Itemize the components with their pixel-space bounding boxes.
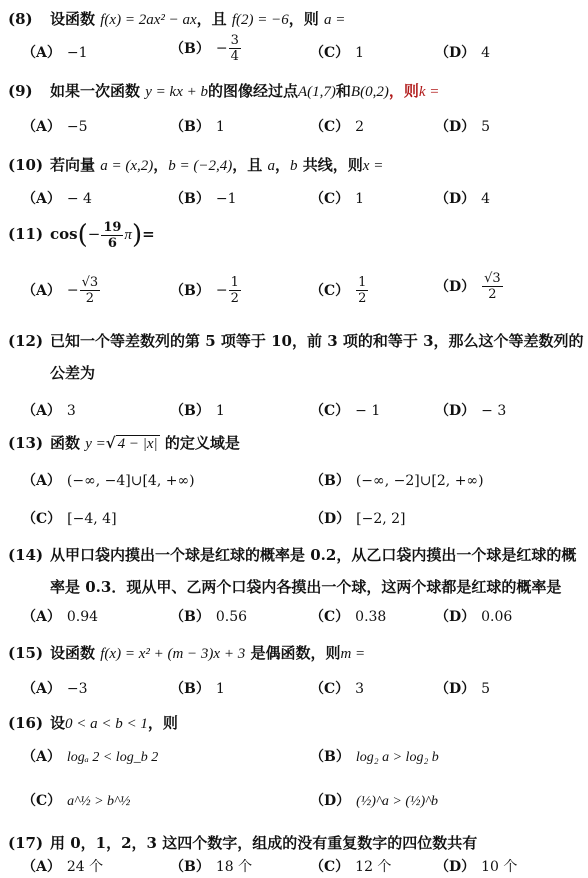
option-a[interactable] (22, 746, 158, 766)
numerator: 3 (230, 33, 239, 48)
option-text: 1 (215, 403, 225, 419)
stem-text: 已知一个等差数列的第 5 项等于 10，前 3 项的和等于 3，那么这个等差数列的 (50, 332, 584, 350)
question-15-stem (8, 642, 365, 663)
option-label: （A） (22, 473, 61, 489)
option-label: （C） (310, 609, 350, 625)
option-d[interactable] (435, 272, 504, 301)
stem-math: x = (362, 158, 384, 174)
stem-math: a = (x,2) (100, 158, 154, 174)
option-a[interactable] (22, 678, 88, 698)
option-text: − 1 (355, 403, 381, 419)
option-text: a^½ > b^½ (67, 794, 131, 809)
numerator: 1 (358, 275, 367, 290)
option-text: − (215, 40, 228, 57)
question-10-stem (8, 154, 383, 175)
option-label: （A） (22, 403, 61, 419)
option-label: （B） (170, 609, 210, 625)
question-16-stem (8, 712, 178, 733)
option-label: （D） (435, 191, 476, 207)
option-label: （D） (435, 278, 476, 295)
question-13-stem (8, 432, 240, 453)
option-text: 1 (355, 191, 365, 207)
option-text: 0.94 (66, 609, 99, 625)
option-label: （D） (435, 859, 476, 875)
option-label: （A） (22, 681, 61, 697)
stem-math: cos (50, 225, 78, 243)
option-text: logₐ 2 < log_b 2 (66, 750, 159, 765)
question-number: (9) (8, 82, 33, 100)
option-label: （D） (435, 609, 476, 625)
sqrt-expression: √ 4 − |x| (105, 434, 158, 452)
option-b[interactable] (170, 400, 225, 420)
option-d[interactable] (435, 116, 490, 136)
option-b[interactable] (170, 856, 252, 876)
radicand: 4 − |x| (117, 436, 158, 452)
numerator: √3 (81, 275, 99, 290)
option-text: 1 (355, 45, 365, 61)
option-text: 4 (481, 45, 491, 61)
option-text: −3 (66, 681, 88, 697)
question-17-stem (8, 832, 477, 853)
stem-text: 函数 (50, 434, 81, 452)
option-label: （B） (170, 681, 210, 697)
option-label: （D） (310, 511, 351, 527)
stem-text: ，则 (388, 82, 419, 100)
stem-math: b (290, 158, 298, 174)
denominator: 4 (230, 49, 239, 64)
stem-text: 设 (50, 714, 66, 732)
option-c[interactable] (310, 856, 391, 876)
option-d[interactable] (435, 400, 506, 420)
stem-math: a (267, 158, 276, 174)
option-label: （C） (310, 282, 350, 299)
option-label: （D） (435, 119, 476, 135)
option-label: （B） (170, 859, 210, 875)
option-label: （A） (22, 191, 61, 207)
denominator: 6 (107, 235, 117, 251)
stem-text: ，且 (196, 10, 227, 28)
question-11-stem (8, 220, 155, 250)
option-text: 1 (215, 119, 225, 135)
stem-text: 是偶函数，则 (250, 644, 341, 662)
stem-text: 若向量 (50, 156, 96, 174)
stem-text: 公差为 (50, 364, 96, 382)
option-a[interactable] (22, 856, 103, 876)
stem-math: m = (340, 646, 366, 662)
stem-text: 设函数 (50, 644, 96, 662)
option-label: （C） (310, 119, 350, 135)
option-fraction (356, 276, 368, 305)
option-label: （A） (22, 45, 61, 61)
question-9-stem (8, 80, 439, 101)
question-12-stem-line2 (50, 362, 95, 383)
option-a[interactable] (22, 116, 88, 136)
option-text: [−4, 4] (67, 511, 117, 527)
option-b[interactable] (310, 746, 439, 766)
stem-text: ， (153, 156, 169, 174)
option-a[interactable] (22, 400, 76, 420)
option-text: 4 (481, 191, 491, 207)
option-text: [−2, 2] (356, 511, 406, 527)
option-label: （C） (310, 859, 350, 875)
option-text: 3 (355, 681, 365, 697)
stem-math: k = (418, 84, 440, 100)
option-label: （C） (310, 45, 350, 61)
question-8-stem (8, 8, 345, 29)
option-text: − (66, 282, 79, 299)
option-label: （B） (170, 403, 210, 419)
stem-math: A(1,7) (297, 84, 336, 100)
option-text: (−∞, −4]∪[4, +∞) (66, 473, 195, 489)
stem-text: 共线，则 (302, 156, 363, 174)
denominator: 2 (230, 291, 239, 306)
option-c[interactable] (22, 508, 117, 528)
option-d[interactable] (435, 856, 517, 876)
option-text: −1 (215, 191, 237, 207)
stem-math: y = (85, 436, 106, 452)
question-number: (17) (8, 834, 44, 852)
question-number: (15) (8, 644, 44, 662)
option-c[interactable] (310, 678, 364, 698)
option-b[interactable] (170, 188, 236, 208)
stem-math: B(0,2) (350, 84, 389, 100)
question-number: (11) (8, 225, 44, 243)
stem-text: 和 (335, 82, 351, 100)
numerator: 19 (103, 219, 122, 235)
option-label: （A） (22, 282, 61, 299)
minus-sign: − (87, 225, 101, 243)
option-c[interactable] (310, 188, 364, 208)
option-text: 24 个 (66, 859, 104, 875)
option-c[interactable] (310, 400, 380, 420)
stem-text: 率是 0.3．现从甲、乙两个口袋内各摸出一个球，这两个球都是红球的概率是 (50, 578, 562, 596)
option-text: −5 (66, 119, 88, 135)
option-text: 12 个 (355, 859, 392, 875)
option-label: （D） (435, 403, 476, 419)
option-label: （D） (435, 681, 476, 697)
option-text: −1 (66, 45, 88, 61)
option-text: − (215, 282, 228, 299)
question-14-stem (8, 544, 576, 565)
option-label: （B） (170, 119, 210, 135)
option-text: 5 (481, 119, 491, 135)
stem-text: 从甲口袋内摸出一个球是红球的概率是 0.2，从乙口袋内摸出一个球是红球的概 (50, 546, 577, 564)
stem-math: f(x) = 2ax² − ax (100, 12, 197, 28)
option-b[interactable] (170, 34, 242, 63)
stem-math: 0 < a < b < 1 (65, 716, 148, 732)
option-text: (−∞, −2]∪[2, +∞) (355, 473, 484, 489)
option-label: （B） (170, 40, 210, 57)
stem-text: ， (275, 156, 291, 174)
numerator: √3 (484, 271, 501, 286)
option-c[interactable] (310, 116, 364, 136)
option-d[interactable] (435, 42, 490, 62)
option-a[interactable] (22, 606, 98, 626)
option-text: 0.38 (355, 609, 387, 625)
option-text: 3 (66, 403, 76, 419)
option-fraction (229, 34, 241, 63)
paren-open: ( (77, 220, 88, 250)
option-d[interactable] (435, 678, 490, 698)
option-label: （C） (310, 681, 350, 697)
stem-math: y = kx + b (145, 84, 208, 100)
option-c[interactable] (310, 276, 369, 305)
stem-math: b = (−2,4) (168, 158, 233, 174)
option-c[interactable] (310, 606, 386, 626)
option-label: （C） (22, 793, 62, 809)
question-number: (14) (8, 546, 44, 564)
option-b[interactable] (170, 678, 225, 698)
option-d[interactable] (310, 790, 438, 810)
option-fraction (229, 276, 241, 305)
question-12-stem (8, 330, 584, 351)
numerator: 1 (230, 275, 239, 290)
question-number: (8) (8, 10, 33, 28)
question-number: (16) (8, 714, 44, 732)
option-label: （B） (170, 191, 210, 207)
option-label: （A） (22, 859, 61, 875)
stem-math: f(x) = x² + (m − 3)x + 3 (100, 646, 246, 662)
question-14-stem-line2 (50, 576, 561, 597)
equals-sign: = (142, 225, 155, 243)
stem-text: 用 0，1，2，3 这四个数字，组成的没有重复数字的四位数共有 (50, 834, 478, 852)
paren-close: ) (131, 220, 143, 250)
option-label: （B） (310, 749, 350, 765)
question-number: (12) (8, 332, 44, 350)
option-text: − 3 (481, 403, 507, 419)
pi-symbol: π (124, 227, 132, 243)
option-d[interactable] (310, 508, 406, 528)
option-text: (½)^a > (½)^b (356, 794, 439, 809)
option-label: （C） (22, 511, 62, 527)
option-b[interactable] (310, 470, 484, 490)
question-number: (10) (8, 156, 44, 174)
option-text: 0.06 (481, 609, 513, 625)
stem-fraction (101, 221, 123, 250)
denominator: 2 (488, 287, 497, 302)
option-c[interactable] (22, 790, 130, 810)
option-d[interactable] (435, 188, 490, 208)
stem-text: 设函数 (50, 10, 96, 28)
option-a[interactable] (22, 188, 92, 208)
stem-math: a = (324, 12, 346, 28)
option-a[interactable] (22, 276, 101, 305)
option-text: 18 个 (215, 859, 253, 875)
option-fraction (482, 272, 503, 301)
stem-text: ，则 (288, 10, 319, 28)
option-label: （D） (310, 793, 351, 809)
option-text: 5 (481, 681, 491, 697)
option-text: 0.56 (215, 609, 248, 625)
denominator: 2 (358, 291, 367, 306)
option-text: − 4 (66, 191, 92, 207)
option-a[interactable] (22, 42, 88, 62)
stem-text: 如果一次函数 (50, 82, 141, 100)
stem-text: ，且 (232, 156, 263, 174)
option-b[interactable] (170, 276, 242, 305)
stem-text: ，则 (147, 714, 178, 732)
option-b[interactable] (170, 606, 247, 626)
option-label: （B） (310, 473, 350, 489)
option-label: （A） (22, 609, 61, 625)
stem-text: 的图像经过点 (207, 82, 298, 100)
option-d[interactable] (435, 606, 512, 626)
stem-math: f(2) = −6 (231, 12, 289, 28)
option-c[interactable] (310, 42, 364, 62)
option-label: （D） (435, 45, 476, 61)
option-label: （B） (170, 282, 210, 299)
option-text: 2 (355, 119, 365, 135)
option-text: 1 (215, 681, 225, 697)
stem-text: 的定义域是 (164, 434, 240, 452)
option-fraction (80, 276, 101, 305)
option-label: （C） (310, 191, 350, 207)
denominator: 2 (85, 291, 95, 306)
option-a[interactable] (22, 470, 195, 490)
option-text: log₂ a > log₂ b (355, 750, 439, 765)
option-text: 10 个 (481, 859, 518, 875)
option-label: （A） (22, 749, 61, 765)
option-b[interactable] (170, 116, 225, 136)
question-number: (13) (8, 434, 44, 452)
option-label: （C） (310, 403, 350, 419)
option-label: （A） (22, 119, 61, 135)
